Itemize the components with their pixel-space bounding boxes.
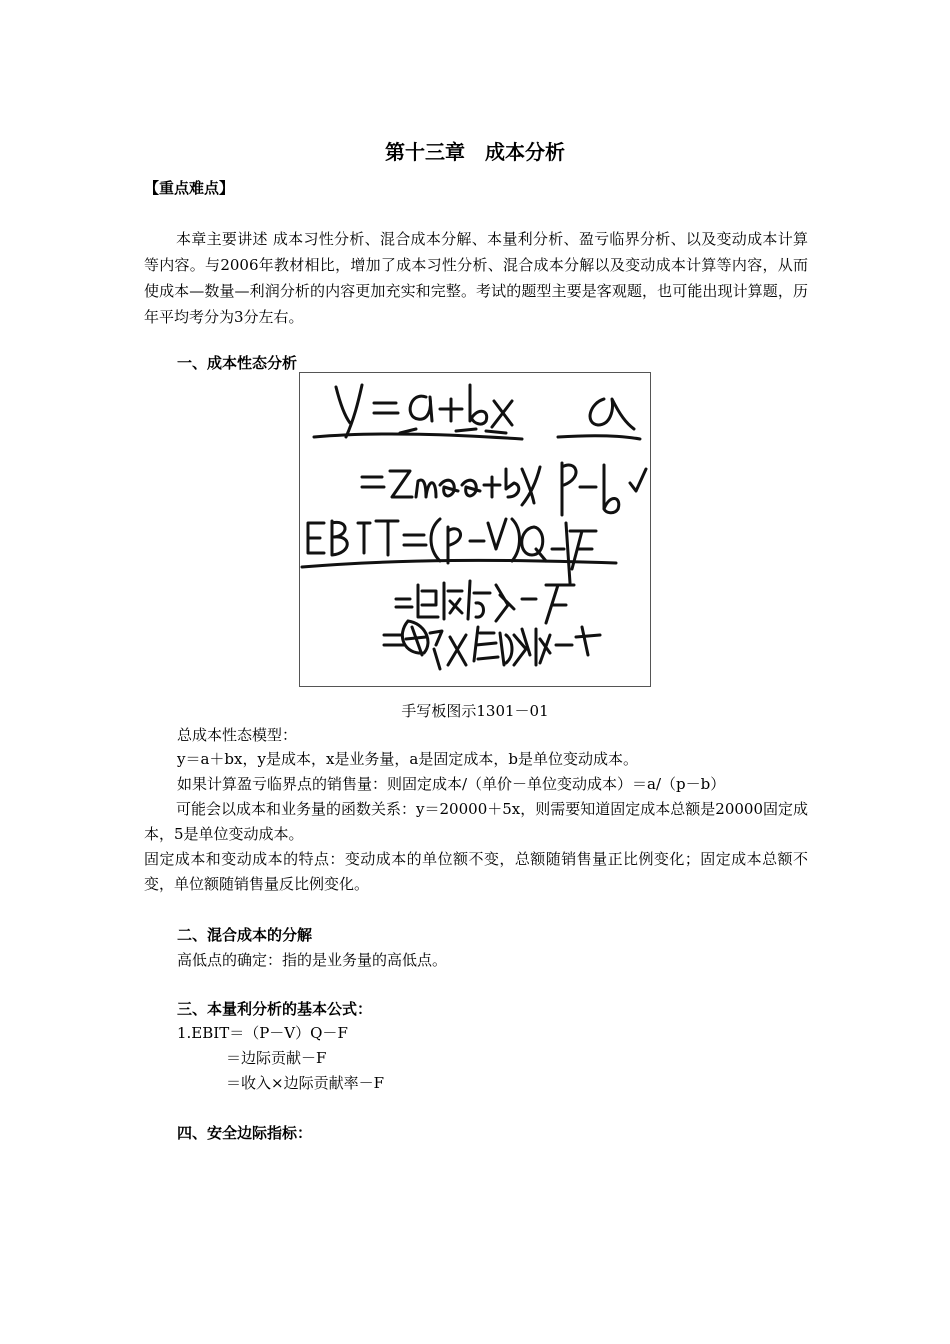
section1-heading: 一、成本性态分析: [177, 354, 298, 372]
chapter-title: 第十三章 成本分析: [385, 140, 565, 164]
features-paragraph: 固定成本和变动成本的特点：变动成本的单位额不变，总额随销售量正比例变化；固定成本总额不变，单位额随销售量反比例变化。: [144, 850, 808, 893]
handwriting-image: [300, 373, 650, 686]
formula-line: ＝边际贡献－F: [226, 1049, 327, 1067]
text-line: 高低点的确定：指的是业务量的高低点。: [177, 951, 448, 969]
figure-caption: 手写板图示1301－01: [401, 702, 549, 720]
function-paragraph: 可能会以成本和业务量的函数关系：y＝20000＋5x，则需要知道固定成本总额是20000固定成本，5是单位变动成本。: [144, 800, 808, 843]
section3-heading: 三、本量利分析的基本公式：: [177, 1000, 373, 1018]
text-line: 如果计算盈亏临界点的销售量：则固定成本/（单价－单位变动成本）＝a/（p－b）: [177, 775, 726, 793]
handwriting-figure: [299, 372, 651, 687]
section2-heading: 二、混合成本的分解: [177, 926, 313, 944]
formula-line: 1.EBIT＝（P－V）Q－F: [177, 1024, 348, 1042]
text-line: 总成本性态模型：: [177, 726, 298, 744]
intro-paragraph: 本章主要讲述 成本习性分析、混合成本分解、本量利分析、盈亏临界分析、以及变动成本计算等内容。与2006年教材相比，增加了成本习性分析、混合成本分解以及变动成本计算等内容，从而使成本—数量—利润分析的内容更加充实和完整。考试的题型主要是客观题，也可能出现计算题，历年平均考分为3分左右。: [144, 230, 808, 326]
section4-heading: 四、安全边际指标：: [177, 1124, 313, 1142]
formula-line: ＝收入×边际贡献率－F: [226, 1074, 384, 1092]
key-points-heading: 【重点难点】: [144, 179, 235, 197]
text-line: y＝a＋bx，y是成本，x是业务量，a是固定成本，b是单位变动成本。: [177, 750, 638, 768]
